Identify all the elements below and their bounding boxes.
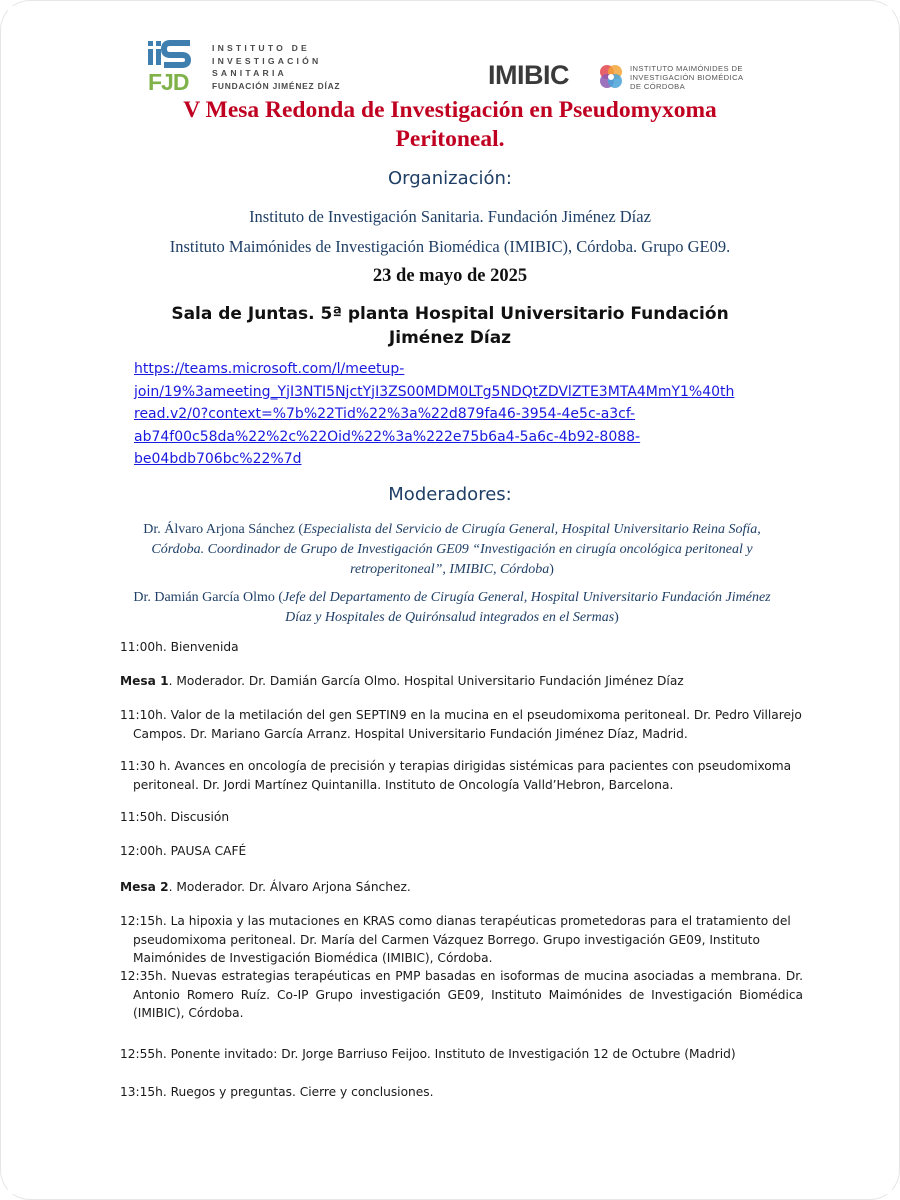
program-item-discussion: 11:50h. Discusión <box>120 810 230 824</box>
iis-fjd-logo-text <box>212 42 340 92</box>
program-item-coffee-break: 12:00h. PAUSA CAFÉ <box>120 844 247 858</box>
moderator-description: Jefe del Departamento de Cirugía General, Hospital Universitario Fundación Jiménez Díaz y Hospitales de Quirónsalud integrados en el Sermas <box>283 590 771 625</box>
teams-meeting-link[interactable] <box>134 358 774 471</box>
program-session-1 <box>120 672 790 691</box>
program-item-talk: 12:15h. La hipoxia y las mutaciones en KRAS como dianas terapéuticas prometedoras para el tratamiento del pseudomixoma peritoneal. Dr. María del Carmen Vázquez Borrego. Grupo investigación GE09, Instituto Maimónides de Investigación Biomédica (IMIBIC), Córdoba. <box>120 914 791 965</box>
venue-line: Sala de Juntas. 5ª planta Hospital Universitario Fundación <box>171 304 729 324</box>
imibic-logo-text <box>630 64 743 91</box>
program-item-welcome: 11:00h. Bienvenida <box>120 640 239 654</box>
moderator-name: Dr. Damián García Olmo ( <box>133 590 284 605</box>
logo-left-line: INSTITUTO DE <box>212 43 310 53</box>
svg-text:FJD: FJD <box>148 69 189 94</box>
meeting-link-line[interactable]: be04bdb706bc%22%7d <box>134 451 302 467</box>
program-item-talk: 11:30 h. Avances en oncología de precisión y terapias dirigidas sistémicas para pacientes con pseudomixoma peritoneal. Dr. Jordi Martínez Quintanilla. Instituto de Oncología Valld’Hebron, Barcelona. <box>120 759 792 792</box>
event-title-line: V Mesa Redonda de Investigación en Pseudomyxoma <box>183 97 717 123</box>
logo-right-line: DE CÓRDOBA <box>630 82 686 91</box>
moderator-close: ) <box>549 562 554 577</box>
program-item-talk: 12:35h. Nuevas estrategias terapéuticas en PMP basadas en isoformas de mucina asociadas a membrana. Dr. Antonio Romero Ruíz. Co-IP Grupo investigación GE09, Instituto Maimónides de Investigación Biomédica (IMIBIC), Córdoba. <box>120 969 803 1020</box>
logo-left-line: SANITARIA <box>212 68 287 78</box>
imibic-wordmark: IMIBIC <box>488 60 569 90</box>
organization-heading: Organización: <box>388 168 512 189</box>
session-label: Mesa 1 <box>120 674 169 688</box>
program-item-talk: 11:10h. Valor de la metilación del gen SEPTIN9 en la mucina en el pseudomixoma peritoneal. Dr. Pedro Villarejo Campos. Dr. Mariano García Arranz. Hospital Universitario Fundación Jiménez Díaz, Madrid. <box>120 708 802 741</box>
event-title-line: Peritoneal. <box>395 126 505 152</box>
moderator-name: Dr. Álvaro Arjona Sánchez ( <box>143 522 304 537</box>
moderator-entry <box>132 588 772 628</box>
session-label: Mesa 2 <box>120 880 169 894</box>
logo-right-line: INSTITUTO MAIMÓNIDES DE <box>630 64 743 73</box>
program-item-closing: 13:15h. Ruegos y preguntas. Cierre y conclusiones. <box>120 1085 434 1099</box>
event-date: 23 de mayo de 2025 <box>372 266 528 286</box>
program-session-2 <box>120 878 790 897</box>
imibic-flower-icon <box>596 62 626 92</box>
venue-line: Jiménez Díaz <box>388 328 512 348</box>
meeting-link-line[interactable]: read.v2/0?context=%7b%22Tid%22%3a%22d879fa46-3954-4e5c-a3cf- <box>134 406 636 422</box>
moderators-heading: Moderadores: <box>388 484 512 505</box>
event-venue <box>0 302 900 350</box>
meeting-link-line[interactable]: ab74f00c58da%22%2c%22Oid%22%3a%222e75b6a4-5a6c-4b92-8088- <box>134 428 641 445</box>
session-text: . Moderador. Dr. Álvaro Arjona Sánchez. <box>168 880 411 894</box>
moderator-entry <box>132 520 772 580</box>
logo-left-line: INVESTIGACIÓN <box>212 55 322 66</box>
session-text: . Moderador. Dr. Damián García Olmo. Hospital Universitario Fundación Jiménez Díaz <box>168 674 684 688</box>
iis-fjd-logo-mark <box>146 38 208 94</box>
event-title <box>0 96 900 154</box>
organizer-item: Instituto de Investigación Sanitaria. Fundación Jiménez Díaz <box>249 207 651 226</box>
moderator-description: Especialista del Servicio de Cirugía General, Hospital Universitario Reina Sofía, Córdoba. Coordinador de Grupo de Investigación GE09 “Investigación en cirugía oncológica peritoneal y retroperitoneal”, IMIBIC, Córdoba <box>151 522 761 577</box>
moderator-close: ) <box>614 610 619 625</box>
logo-left-line: FUNDACIÓN JIMÉNEZ DÍAZ <box>212 80 341 91</box>
logo-right-line: INVESTIGACIÓN BIOMÉDICA <box>630 73 744 82</box>
organizer-item: Instituto Maimónides de Investigación Biomédica (IMIBIC), Córdoba. Grupo GE09. <box>169 237 731 256</box>
meeting-link-line[interactable]: join/19%3ameeting_YjI3NTI5NjctYjI3ZS00MDM0LTg5NDQtZDVlZTE3MTA4MmY1%40th <box>134 383 735 400</box>
meeting-link-line[interactable]: https://teams.microsoft.com/l/meetup- <box>134 361 405 377</box>
program-item-guest-speaker: 12:55h. Ponente invitado: Dr. Jorge Barriuso Feijoo. Instituto de Investigación 12 de Octubre (Madrid) <box>120 1047 736 1061</box>
iis-fjd-logo <box>146 38 341 94</box>
